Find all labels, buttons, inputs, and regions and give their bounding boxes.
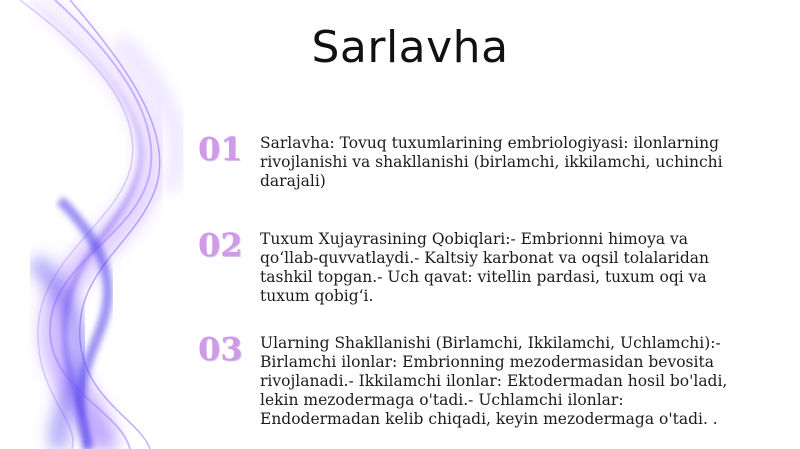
item-text: Tuxum Xujayrasining Qobiqlari:- Embrionni himoya va qo‘llab-quvvatlaydi.- Kaltsiy karbonat va oqsil tolalaridan tashkil topgan.- Uch qavat: vitellin pardasi, tuxum oqi va tuxum qobig‘i. [260, 230, 710, 305]
item-text: Sarlavha: Tovuq tuxumlarining embriologiyasi: ilonlarning rivojlanishi va shakllanishi (birlamchi, ikkilamchi, uchinchi darajali) [260, 134, 723, 190]
item-number: 01 [198, 130, 243, 168]
item-number: 03 [198, 330, 243, 368]
slide-title: Sarlavha [311, 22, 509, 73]
item-text: Ularning Shakllanishi (Birlamchi, Ikkilamchi, Uchlamchi):- Birlamchi ilonlar: Embrionning mezodermasidan bevosita rivojlanadi.- Ikkilamchi ilonlar: Ektodermadan hosil bo'ladi, lekin mezodermaga o'tadi.- Uchlamchi ilonlar: Endodermadan kelib chiqadi, keyin mezodermaga o'tadi. . [260, 334, 728, 428]
item-number: 02 [198, 226, 243, 264]
smoke-decoration [0, 0, 260, 449]
